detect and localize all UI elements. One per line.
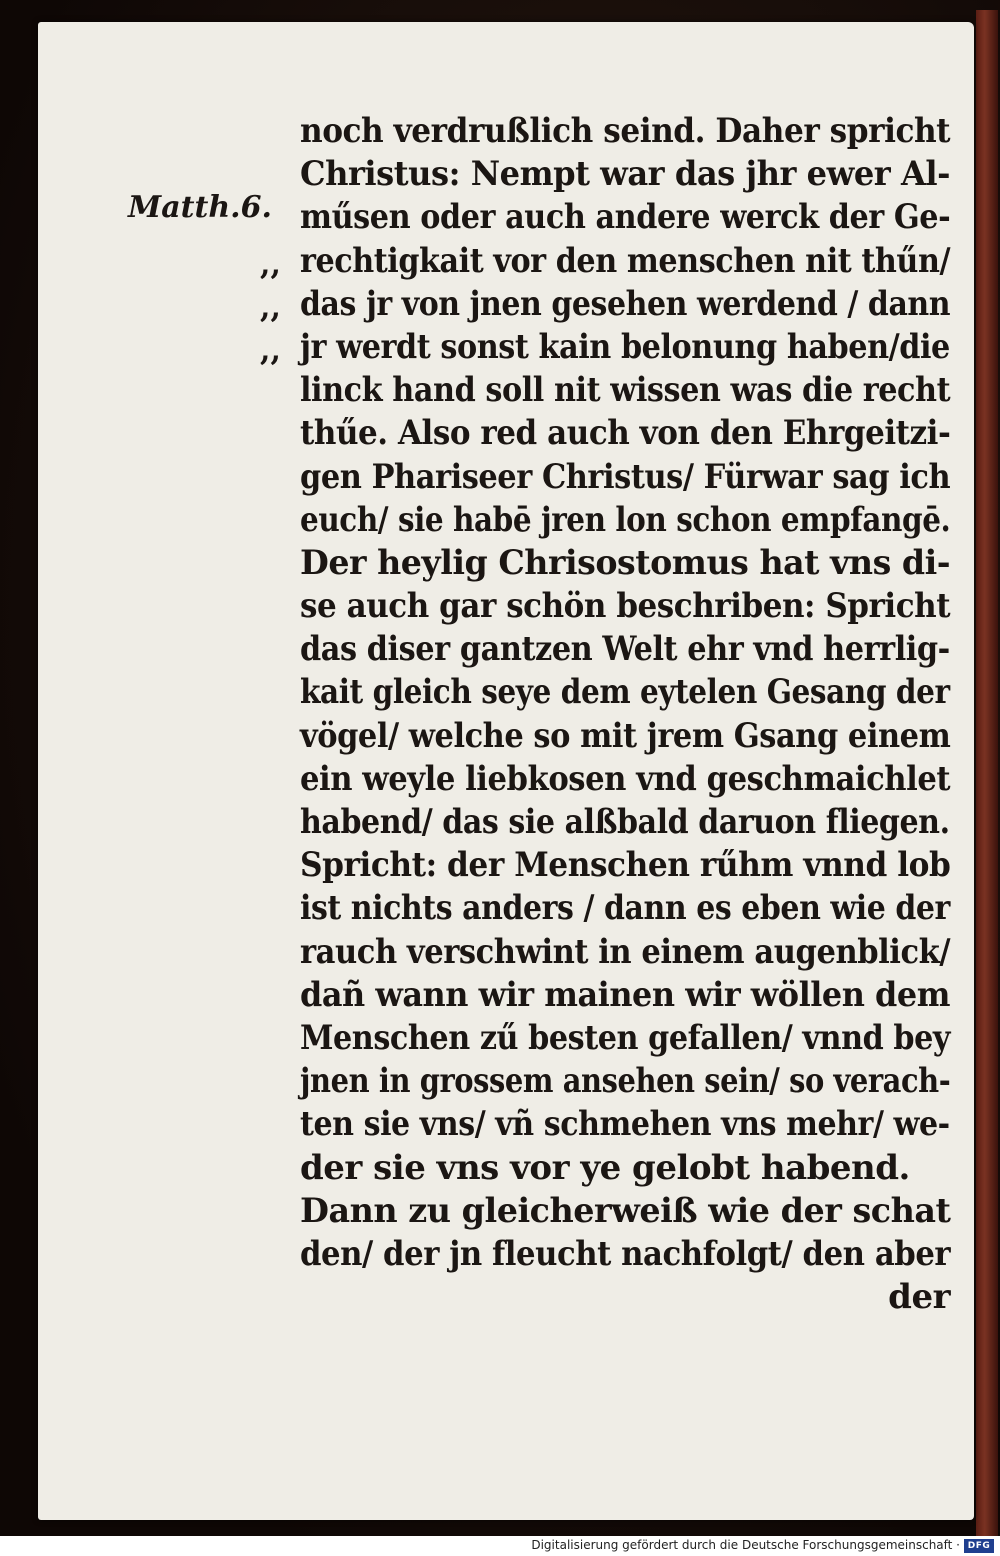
text-line: jnen in grossem ansehen sein/ so verach- (300, 1061, 951, 1102)
catchword: der (888, 1277, 950, 1318)
text-line: vögel/ welche so mit jrem Gsang einem (300, 715, 951, 756)
text-line: linck hand soll nit wissen was die recht (300, 370, 951, 411)
quote-marks (260, 243, 296, 373)
text-line: ten sie vns/ vñ schmehen vns mehr/ we- (300, 1104, 950, 1145)
text-line: műsen oder auch andere werck der Ge- (300, 197, 951, 238)
text-line: thűe. Also red auch von den Ehrgeitzi- (300, 413, 951, 454)
footer-bar (0, 1536, 1000, 1556)
text-line: ein weyle liebkosen vnd geschmaichlet (300, 758, 951, 799)
text-line: kait gleich seye dem eytelen Gesang der (300, 672, 950, 713)
text-line: Menschen zű besten gefallen/ vnnd bey (300, 1017, 951, 1058)
text-line: noch verdrußlich seind. Daher spricht (300, 111, 951, 151)
quote-mark: ,, (260, 247, 281, 282)
text-line: dañ wann wir mainen wir wöllen dem (300, 974, 950, 1015)
text-line: Der heylig Chrisostomus hat vns di- (300, 542, 951, 583)
margin-note: Matth.6. (128, 190, 272, 225)
text-line: den/ der jn fleucht nachfolgt/ den aber (300, 1233, 951, 1274)
text-line: ist nichts anders / dann es eben wie der (300, 888, 950, 929)
text-line: euch/ sie habē jren lon schon empfangē. (300, 499, 951, 540)
dfg-logo: DFG (964, 1539, 994, 1553)
text-line: Christus: Nempt war das jhr ewer Al- (300, 154, 950, 195)
text-line: rauch verschwint in einem augenblick/ (300, 931, 951, 972)
body-text (300, 110, 950, 1319)
quote-mark: ,, (260, 290, 281, 326)
text-line: Dann zu gleicherweiß wie der schat (300, 1190, 951, 1231)
text-line: rechtigkait vor den menschen nit thűn/ (300, 240, 951, 281)
text-line: jr werdt sonst kain belonung haben/die (300, 326, 950, 367)
quote-mark: ,, (260, 333, 281, 369)
text-line: habend/ das sie alßbald daruon fliegen. (300, 802, 950, 842)
text-line: se auch gar schön beschriben: Spricht (300, 586, 951, 627)
text-line: gen Phariseer Christus/ Fürwar sag ich (300, 456, 951, 497)
text-line: der sie vns vor ye gelobt habend. (300, 1147, 910, 1188)
text-line: das diser gantzen Welt ehr vnd herrlig- (300, 629, 950, 670)
text-line: Spricht: der Menschen rűhm vnnd lob (300, 845, 951, 886)
book-edge (976, 10, 998, 1536)
text-line: das jr von jnen gesehen werdend / dann (300, 283, 951, 324)
funding-note: Digitalisierung gefördert durch die Deutsche Forschungsgemeinschaft · (531, 1538, 960, 1552)
